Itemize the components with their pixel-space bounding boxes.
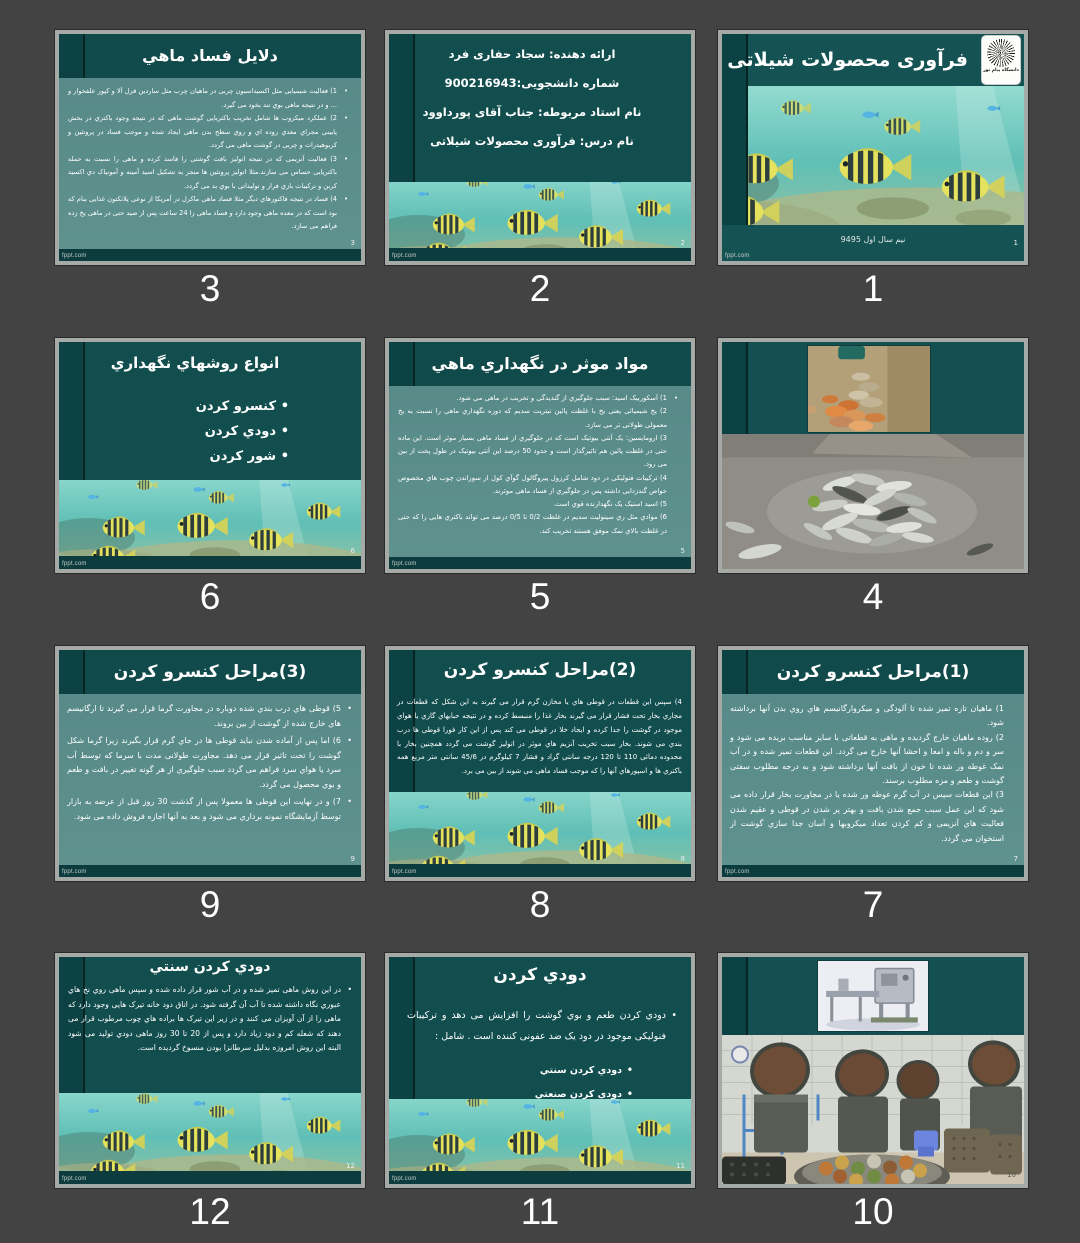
grid-cell <box>55 338 365 638</box>
slide-thumbnail-7[interactable] <box>718 646 1028 881</box>
slide-thumbnail-9[interactable] <box>55 646 365 881</box>
bullet-item: 3) ارومایسین: یک آنتی بیوتیک است که در جلوگیري از فساد ماهی بسیار موثر است. این ماده حتی در غلظت پائین هم تاثیرگذار است و حدود 50 درصد این آنتی بیوتیک در طول پخت از بین می رود. <box>398 433 667 469</box>
fppt-watermark: fppt.com <box>62 561 87 567</box>
slide-page-number: 3 <box>350 239 355 247</box>
footer-band <box>389 864 691 877</box>
slide-title: دلایل فساد ماهي <box>142 46 278 65</box>
slide-number-label: 9 <box>199 884 221 925</box>
slide-thumbnail-10[interactable] <box>718 953 1028 1188</box>
grid-cell <box>718 338 1028 638</box>
slide-number-label: 7 <box>862 884 884 925</box>
slide-page-number: 7 <box>1013 855 1018 863</box>
slide-number-label: 8 <box>529 884 551 925</box>
grid-cell <box>55 30 365 330</box>
bullet-item: • دودي کردن <box>196 419 289 444</box>
bullet-item: • 4) فساد در نتیجه فاکتورهاي دیگر مثلا فساد ماهی ماکرل در آمریکا از نوعی پلانکتون غذایی بنام که بود است که در معده ماهی وجود دارد و فساد ماهی را 24 ساعت پس از صید حتی در ماهی یخ زده فراهم می سازد. <box>68 193 348 234</box>
bullet-item: • 1) آسکوربیک اسید: سبب جلوگیري از گندیدگی و تخریب در ماهی می شود. <box>398 392 678 405</box>
bullet-item: 1) ماهیان تازه تمیز شده تا آلودگی و میکروارگانیسم هاي روي بدن آنها برداشته شود. <box>730 704 1004 728</box>
presenter-info <box>403 40 661 156</box>
footer-band <box>389 557 691 569</box>
slide-number-label: 3 <box>199 268 221 309</box>
slide-thumbnail-12[interactable] <box>55 953 365 1188</box>
bullet-item: 3) این قطعات سپس در آب گرم غوطه ور شده یا در مجاورت بخار قرار داده می شود که این عمل سبب جمع شدن بافت و بهتر پر شدن در قوطی و عقیم شدن فعالیت هاي آنزیمی و کم کردن تعداد میکروبها و آسان جدا سازي گوشت از استخوان می گردد. <box>730 790 1004 843</box>
slide-page-number: 6 <box>350 547 355 555</box>
slide-page-number: 11 <box>676 1162 685 1170</box>
bullet-item: 2) یخ شیمیائی یعنی یخ با غلظت پائین نیتریت سدیم که دوره نگهداري ماهی را نسبت به یخ معمولی طولانی تر می سازد. <box>398 407 667 429</box>
bullet-item: • دودي کردن صنعتي <box>535 1083 633 1107</box>
intro-bullet: • دودي کردن طعم و بوي گوشت را افزایش می دهد و ترکیبات فنولیکی موجود در دود یک ضد عفونی کننده است . شامل : <box>407 1005 677 1048</box>
grid-cell <box>385 953 695 1243</box>
bullet-item: 5) اسید استیک یک نگهدارنده قوي است. <box>553 500 667 508</box>
footer-band <box>722 225 1024 261</box>
university-logo <box>982 36 1020 84</box>
slide-body <box>722 694 1024 865</box>
slide-number-label: 12 <box>189 1191 231 1232</box>
bullet-item: • کنسرو کردن <box>196 394 289 419</box>
fppt-watermark: fppt.com <box>62 1176 87 1182</box>
bullet-item: • 1) فعالیت شیمیایی مثل اکسیداسیون چربی در ماهیان چرب مثل ساردین قزل آلا و کپور علفخوار و ... و در نتیجه ماهی بوي تند بخود می گیرد. <box>68 85 348 112</box>
slide-page-number: 10 <box>1007 1171 1016 1179</box>
underwater-photo <box>59 480 361 556</box>
slide-title: دودي کردن سنتي <box>149 959 271 975</box>
grid-cell <box>385 30 695 330</box>
slide-title: دودي کردن <box>493 965 587 985</box>
bullet-item: 6) موادي مثل ري سینولیت سدیم در غلظت 0/2 تا 0/5 درصد می تواند باکتري هایی را که حتی در غلظت بالاي نمک موفق هستند تخریب کند. <box>398 513 667 535</box>
slide-title: فرآوری محصولات شیلاتی <box>727 49 968 71</box>
bullet-list <box>196 394 289 469</box>
fppt-watermark: fppt.com <box>392 561 417 567</box>
bullet-item: • 6) اما پس از آماده شدن نباید قوطی ها در جاي گرم قرار بگیرند زیرا گرما شکل گوشت را تحت تاثیر قرار می دهد. مجاورت طولانی مدت با سرما که توسط آب سرد یا هواي سرد فراهم می گردد سبب جلوگیري از هر گونه تغییر در بافت و طعم و بوي محصول می گردد. <box>67 734 352 792</box>
slide-thumbnail-4[interactable] <box>718 338 1028 573</box>
grid-cell <box>55 646 365 946</box>
fppt-watermark: fppt.com <box>62 869 87 875</box>
fppt-watermark: fppt.com <box>392 1176 417 1182</box>
grid-cell <box>385 646 695 946</box>
slide-number-label: 4 <box>862 576 884 617</box>
footer-band <box>722 865 1024 877</box>
slide-number-label: 11 <box>520 1191 560 1232</box>
slide-thumbnail-3[interactable] <box>55 30 365 265</box>
grid-cell <box>385 338 695 638</box>
bullet-item: • شور کردن <box>196 444 289 469</box>
slide-page-number: 8 <box>680 855 685 863</box>
bullet-item: • 2) عملکرد میکروب ها شامل تخریب باکتریایی گوشت ماهی که در نتیجه وجود باکتري در بخش پایینی مجراي معدي روده اي و روي سطح بدن ماهی ایجاد شده و موجب فساد در پروتئین و کربوهیدرات و چربی در گوشت ماهی می گردد. <box>68 112 348 153</box>
info-line: نام استاد مربوطه: جناب آقای پورداوود <box>422 105 642 119</box>
caught-fish-photo <box>808 346 930 432</box>
slide-title: انواع روشهاي نگهداري <box>110 354 280 372</box>
fppt-watermark: fppt.com <box>392 869 417 875</box>
footer-band <box>59 556 361 569</box>
slide-number-label: 1 <box>862 268 884 309</box>
underwater-photo <box>59 1093 361 1171</box>
slide-number-label: 10 <box>852 1191 894 1232</box>
body-paragraph: 4) سپس این قطعات در قوطی هاي یا مخازن گرم قرار می گیرند به این شکل که قطعات در مجاري بخار تحت فشار قرار می گیرند بخار غذا را منبسط کرده و در نتیجه حبابهاي گازي یا هواي موجود در گوشت را جدا کرده و ایجاد خلا در قوطی می کند پس از این کار فورا قوطی ها درب بندي می شوند. بخار سبب تخریب آنزیم هاي موثر در اتولیز گوشت می گردد همچنین بخار با محدوده دمائی 110 تا 120 درجه سانتی گراد و فشار 7 کیلوگرم در 45/6 سانتی متر مربع همه باکتري ها و اسپورهاي آنها را که موجب فساد ماهی می شوند از بین می برد. <box>397 698 682 776</box>
underwater-photo <box>748 86 1024 225</box>
fppt-watermark: fppt.com <box>725 253 750 259</box>
info-line: ارائه دهنده: سجاد حفاری فرد <box>448 47 616 61</box>
slide-body <box>59 694 361 865</box>
canning-machine-photo <box>818 961 928 1031</box>
logo-caption: دانشگاه پیام نور <box>983 68 1019 73</box>
cannery-room-photo <box>722 1035 1024 1184</box>
bullet-item: • 3) فعالیت آنزیمی که در نتیجه اتولیز بافت گوشتی را فاسد کرده و ماهی را نسبت به حمله باکتریایی حساس می سازند.مثلا اتولیز پروتئین ها منجر به تشکیل اسید آمینه و آمونیاک دي اکسید کربن و ترکیبات بازي فرار و تولیداتی با بوي بد می گردد. <box>68 153 348 194</box>
footer-band <box>59 249 361 261</box>
grid-cell <box>718 30 1028 330</box>
fish-pile-photo <box>722 434 1024 569</box>
body-paragraph: • در این روش ماهی تمیز شده و در آب شور قرار داده شده و سپس ماهی روي نخ هاي عبوري نگاه داشته شده تا آب آن گرفته شود. در اتاق دود خانه تیرک هایی وجود دارد که ماهی را از آن آویزان می کنند و در زیر این تیرک ها براده هاي چوب مرطوب قرار می دهند که شعله کم و دود زیاد دارد و پس از 20 تا 30 روز ماهی دودي تولید می شود البته این روش امروزه بدلیل سرطانزا بودن منسوخ گردیده است. <box>68 983 352 1056</box>
slide-thumbnail-8[interactable] <box>385 646 695 881</box>
slide-thumbnail-1[interactable] <box>718 30 1028 265</box>
slide-page-number: 9 <box>350 855 355 863</box>
slide-page-number: 5 <box>680 547 685 555</box>
slide-body <box>59 78 361 249</box>
grid-cell <box>718 646 1028 946</box>
slide-thumbnail-6[interactable] <box>55 338 365 573</box>
template-left-bar <box>722 342 748 434</box>
slide-number-label: 6 <box>199 576 221 617</box>
grid-cell <box>55 953 365 1243</box>
footer-band <box>389 1171 691 1184</box>
fppt-watermark: fppt.com <box>392 253 417 259</box>
slide-body <box>389 386 691 557</box>
template-left-bar <box>722 957 748 1035</box>
underwater-photo <box>389 1099 691 1171</box>
slide-page-number: 2 <box>680 239 685 247</box>
slide-number-label: 2 <box>529 268 551 309</box>
slide-title: مواد موثر در نگهداري ماهي <box>431 354 649 373</box>
slide-title: (1)مراحل کنسرو کردن <box>776 662 970 682</box>
underwater-photo <box>389 182 691 248</box>
bullet-item: 4) ترکیبات فنولیکی در دود شامل کرزول پیروگالول گوآي کول از سوزاندن چوب هاي مخصوص خواص گندزدایی داشته پس در جلوگیري از فساد ماهی موثرند. <box>398 473 667 495</box>
slide-thumbnail-2[interactable] <box>385 30 695 265</box>
footer-band <box>59 1171 361 1184</box>
footer-band <box>389 248 691 261</box>
fppt-watermark: fppt.com <box>725 869 750 875</box>
underwater-photo <box>389 792 691 864</box>
info-line: شماره دانشجویی:900216943 <box>444 76 620 90</box>
bullet-item: • 5) قوطی هاي درب بندي شده دوباره در مجاورت گرما قرار می گیرند تا ارگانیسم هاي خارج شده از گوشت از بین بروند. <box>67 702 352 731</box>
slide-title: (3)مراحل کنسرو کردن <box>113 662 307 682</box>
bullet-item: • 7) و در نهایت این قوطی ها معمولا پس از گذشت 30 روز قبل از عرضه به بازار توسط آزمایشگاه نمونه برداري می شود و بعد به آنها اجازه فروش داده می شود. <box>67 795 352 824</box>
info-line: نام درس: فرآوری محصولات شیلاتی <box>430 134 634 148</box>
slide-title: (2)مراحل کنسرو کردن <box>443 660 637 680</box>
slide-thumbnail-5[interactable] <box>385 338 695 573</box>
footer-band <box>59 865 361 877</box>
slide-number-label: 5 <box>529 576 551 617</box>
slide-page-number: 1 <box>1013 239 1018 247</box>
slide-page-number: 12 <box>346 1162 355 1170</box>
grid-cell <box>718 953 1028 1243</box>
fppt-watermark: fppt.com <box>62 253 87 259</box>
starburst-logo-icon <box>987 39 1015 67</box>
bullet-item: • دودي کردن سنتي <box>535 1059 633 1083</box>
semester-text: نیم سال اول 9495 <box>840 235 906 244</box>
bullet-item: 2) روده ماهیان خارج گردیده و ماهی به قطعاتی با سایز مناسب بریده می شود و سر و دم و باله و امعا و احشا آنها خارج می گردد. این قطعات تمیز شده و در آب نمک غوطه ور شده تا خون از بافت آنها برداشته شود و به درجه مطلوب سفتی گوشت و طعم و مزه مطلوب برسند. <box>730 732 1004 785</box>
slide-thumbnail-11[interactable] <box>385 953 695 1188</box>
